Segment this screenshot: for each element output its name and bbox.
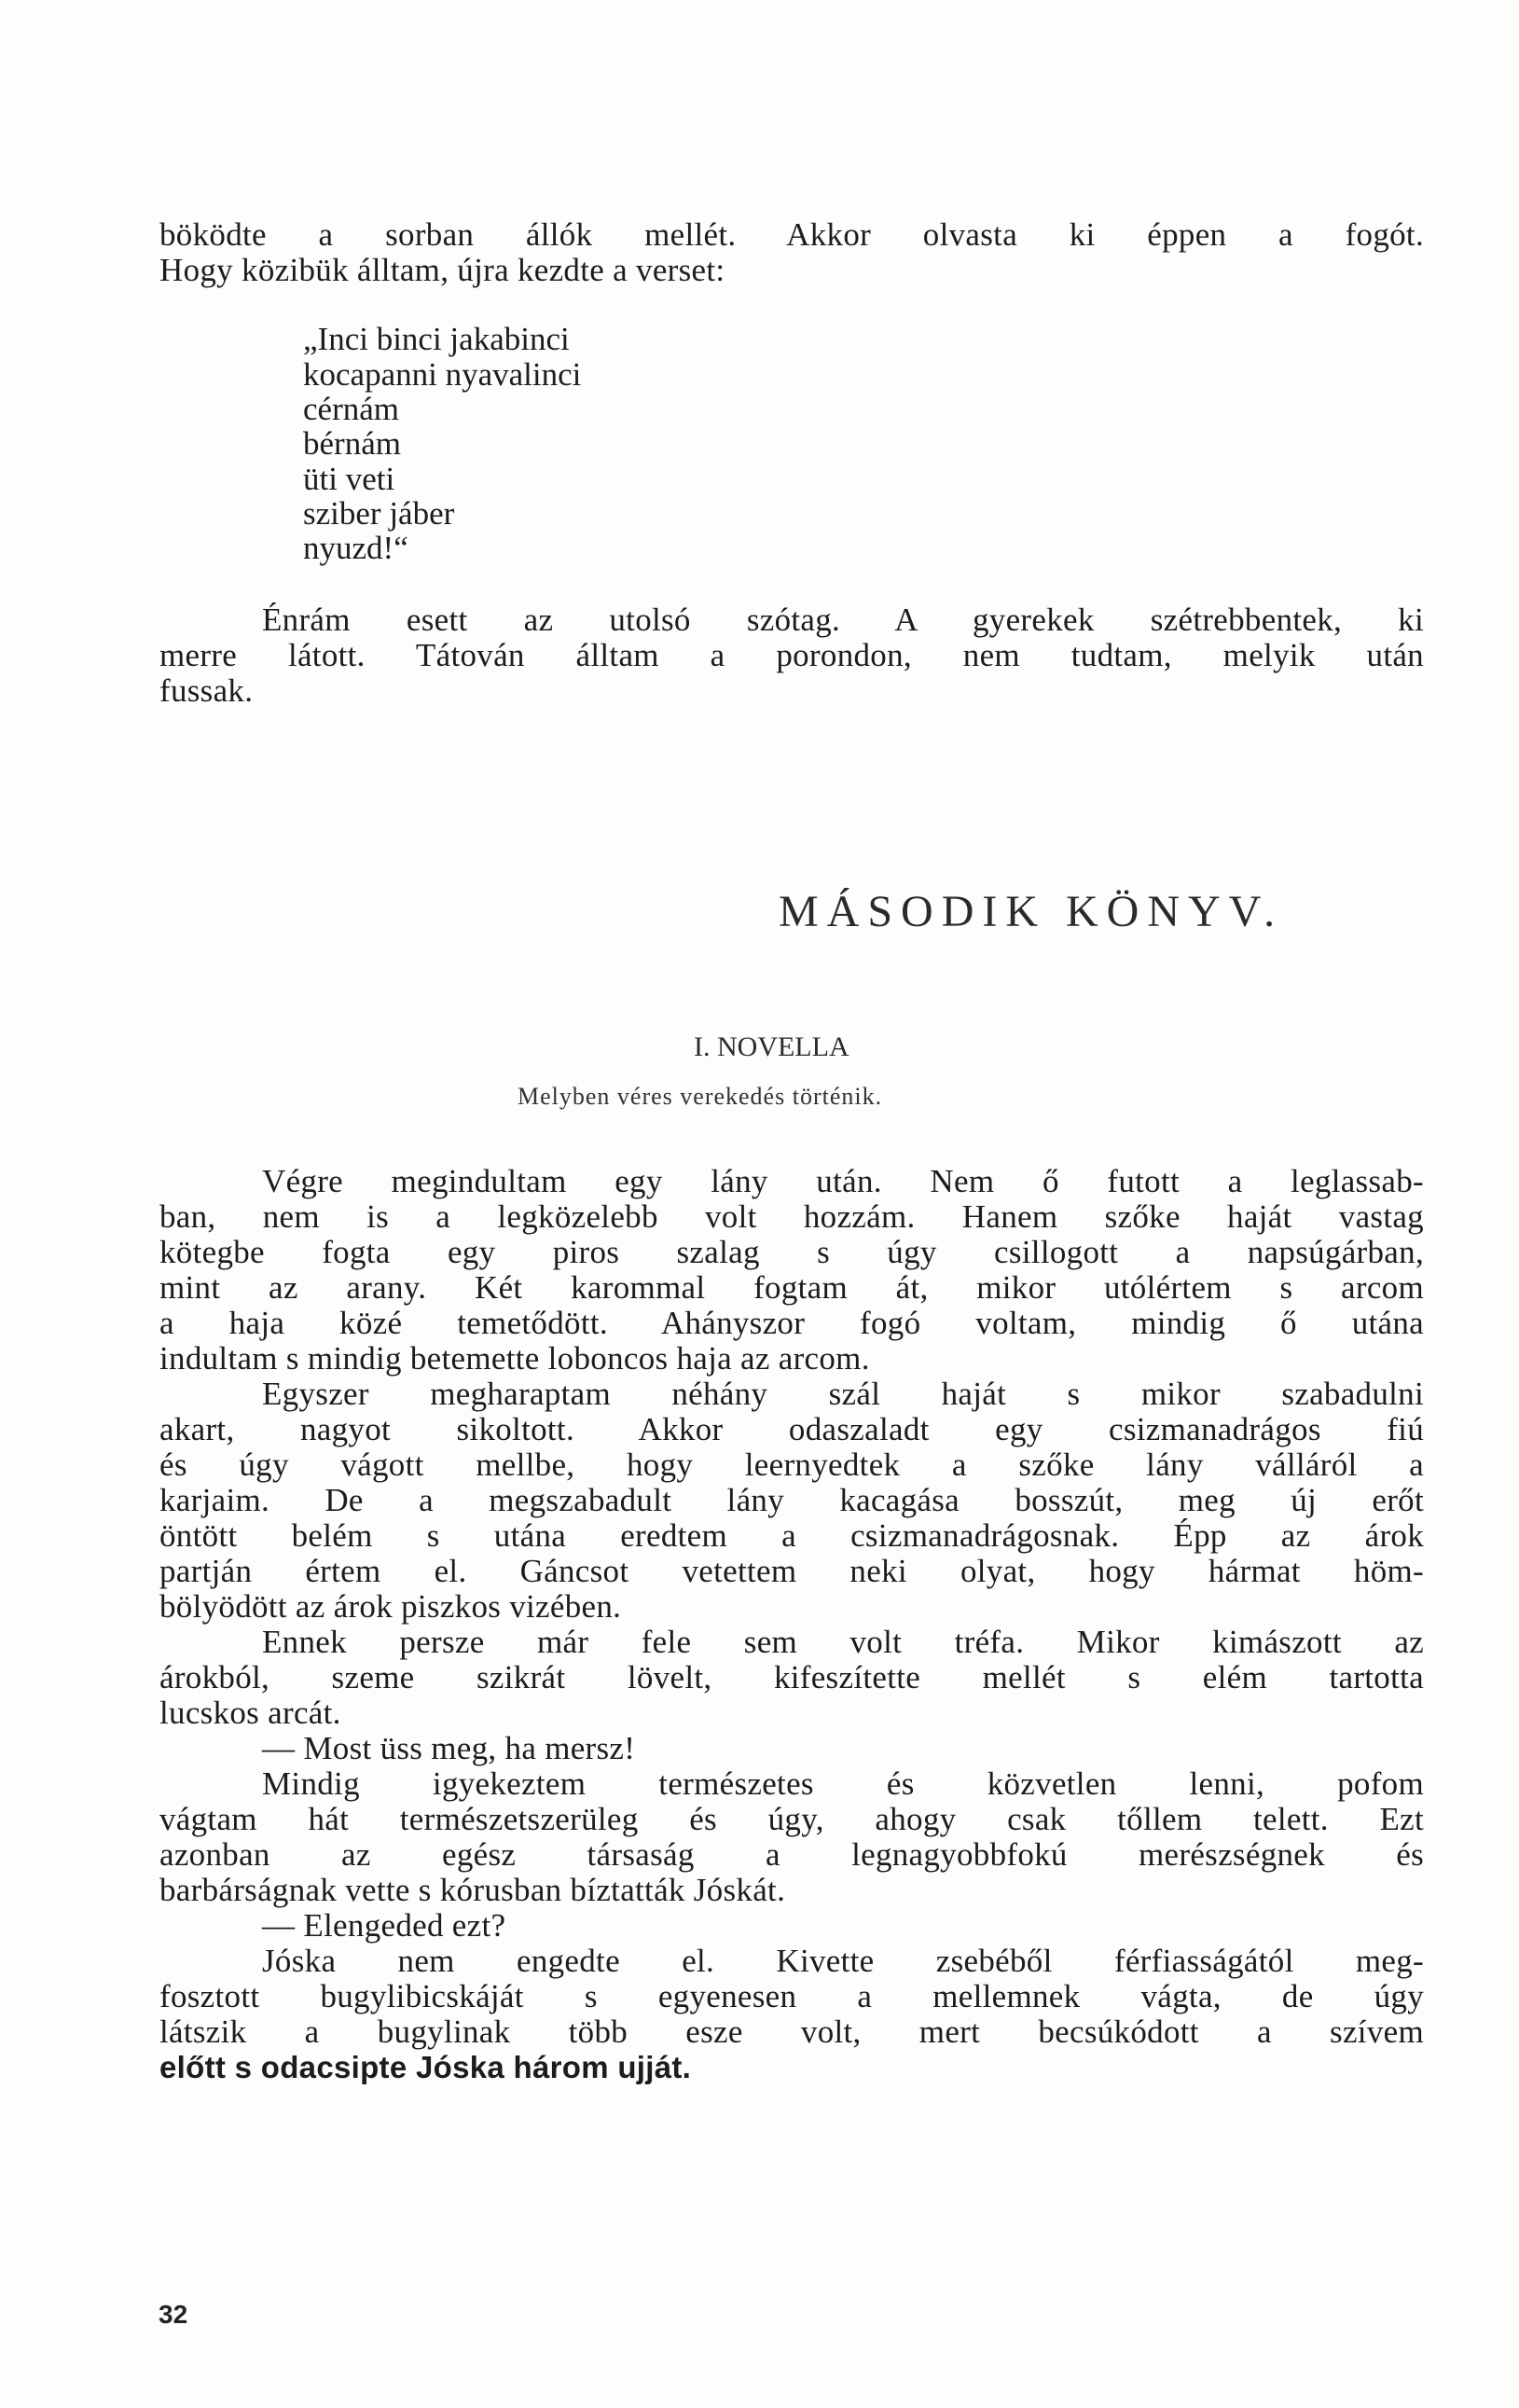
text-line: — Elengeded ezt? [262, 1907, 506, 1944]
text-line: karjaim. De a megszabadult lány kacagása bosszút, meg új erőt [159, 1482, 1424, 1518]
text-line: bölyödött az árok piszkos vizében. [159, 1588, 622, 1625]
text-line: a haja közé temetődött. Ahányszor fogó voltam, mindig ő utána [159, 1305, 1424, 1341]
text-line: fussak. [159, 672, 254, 709]
text-line: vágtam hát természetszerüleg és úgy, ahogy csak tőllem telett. Ezt [159, 1801, 1424, 1837]
verse-line: nyuzd!“ [303, 530, 408, 566]
text-line: Végre megindultam egy lány után. Nem ő futott a leglassab- [262, 1163, 1424, 1199]
text-line: Hogy közibük álltam, újra kezdte a verset: [159, 252, 725, 288]
text-line: azonban az egész társaság a legnagyobbfokú merészségnek és [159, 1836, 1424, 1873]
text-line: mint az arany. Két karommal fogtam át, mikor utólértem s arcom [159, 1269, 1424, 1306]
page-number: 32 [159, 2300, 188, 2329]
text-line: ban, nem is a legközelebb volt hozzám. Hanem szőke haját vastag [159, 1198, 1424, 1235]
text-line: fosztott bugylibicskáját s egyenesen a mellemnek vágta, de úgy [159, 1978, 1424, 2014]
text-line: Énrám esett az utolsó szótag. A gyerekek szétrebbentek, ki [262, 602, 1424, 638]
text-line: előtt s odacsipte Jóska három ujját. [159, 2050, 692, 2084]
book-title: MÁSODIK KÖNYV. [779, 887, 1284, 936]
chapter-number: I. NOVELLA [694, 1031, 849, 1062]
text-line: lucskos arcát. [159, 1695, 341, 1731]
chapter-subtitle: Melyben véres verekedés történik. [518, 1083, 883, 1110]
verse-line: sziber jáber [303, 495, 455, 532]
text-line: öntött belém s utána eredtem a csizmanadrágosnak. Épp az árok [159, 1517, 1424, 1554]
text-line: Egyszer megharaptam néhány szál haját s mikor szabadulni [262, 1376, 1424, 1412]
text-line: böködte a sorban állók mellét. Akkor olvasta ki éppen a fogót. [159, 216, 1424, 253]
verse-line: „Inci binci jakabinci [303, 321, 570, 357]
text-line: árokból, szeme szikrát lövelt, kifeszítette mellét s elém tartotta [159, 1659, 1424, 1695]
verse-line: cérnám [303, 391, 399, 427]
text-line: merre látott. Tátován álltam a porondon, nem tudtam, melyik után [159, 637, 1424, 673]
verse-line: bérnám [303, 425, 401, 462]
text-line: indultam s mindig betemette loboncos haja az arcom. [159, 1340, 870, 1377]
text-line: látszik a bugylinak több esze volt, mert becsúkódott a szívem [159, 2014, 1424, 2050]
text-line: és úgy vágott mellbe, hogy leernyedtek a szőke lány válláról a [159, 1446, 1424, 1483]
text-line: — Most üss meg, ha mersz! [262, 1730, 636, 1766]
text-line: Ennek persze már fele sem volt tréfa. Mikor kimászott az [262, 1624, 1424, 1660]
text-line: barbárságnak vette s kórusban bíztatták Jóskát. [159, 1872, 786, 1908]
text-line: kötegbe fogta egy piros szalag s úgy csillogott a napsúgárban, [159, 1234, 1424, 1270]
text-line: partján értem el. Gáncsot vetettem neki olyat, hogy hármat höm- [159, 1553, 1424, 1589]
text-line: Mindig igyekeztem természetes és közvetlen lenni, pofom [262, 1765, 1424, 1802]
text-line: akart, nagyot sikoltott. Akkor odaszaladt egy csizmanadrágos fiú [159, 1411, 1424, 1447]
verse-line: üti veti [303, 461, 395, 497]
verse-line: kocapanni nyavalinci [303, 356, 582, 393]
text-line: Jóska nem engedte el. Kivette zsebéből férfiasságától meg- [262, 1943, 1424, 1979]
